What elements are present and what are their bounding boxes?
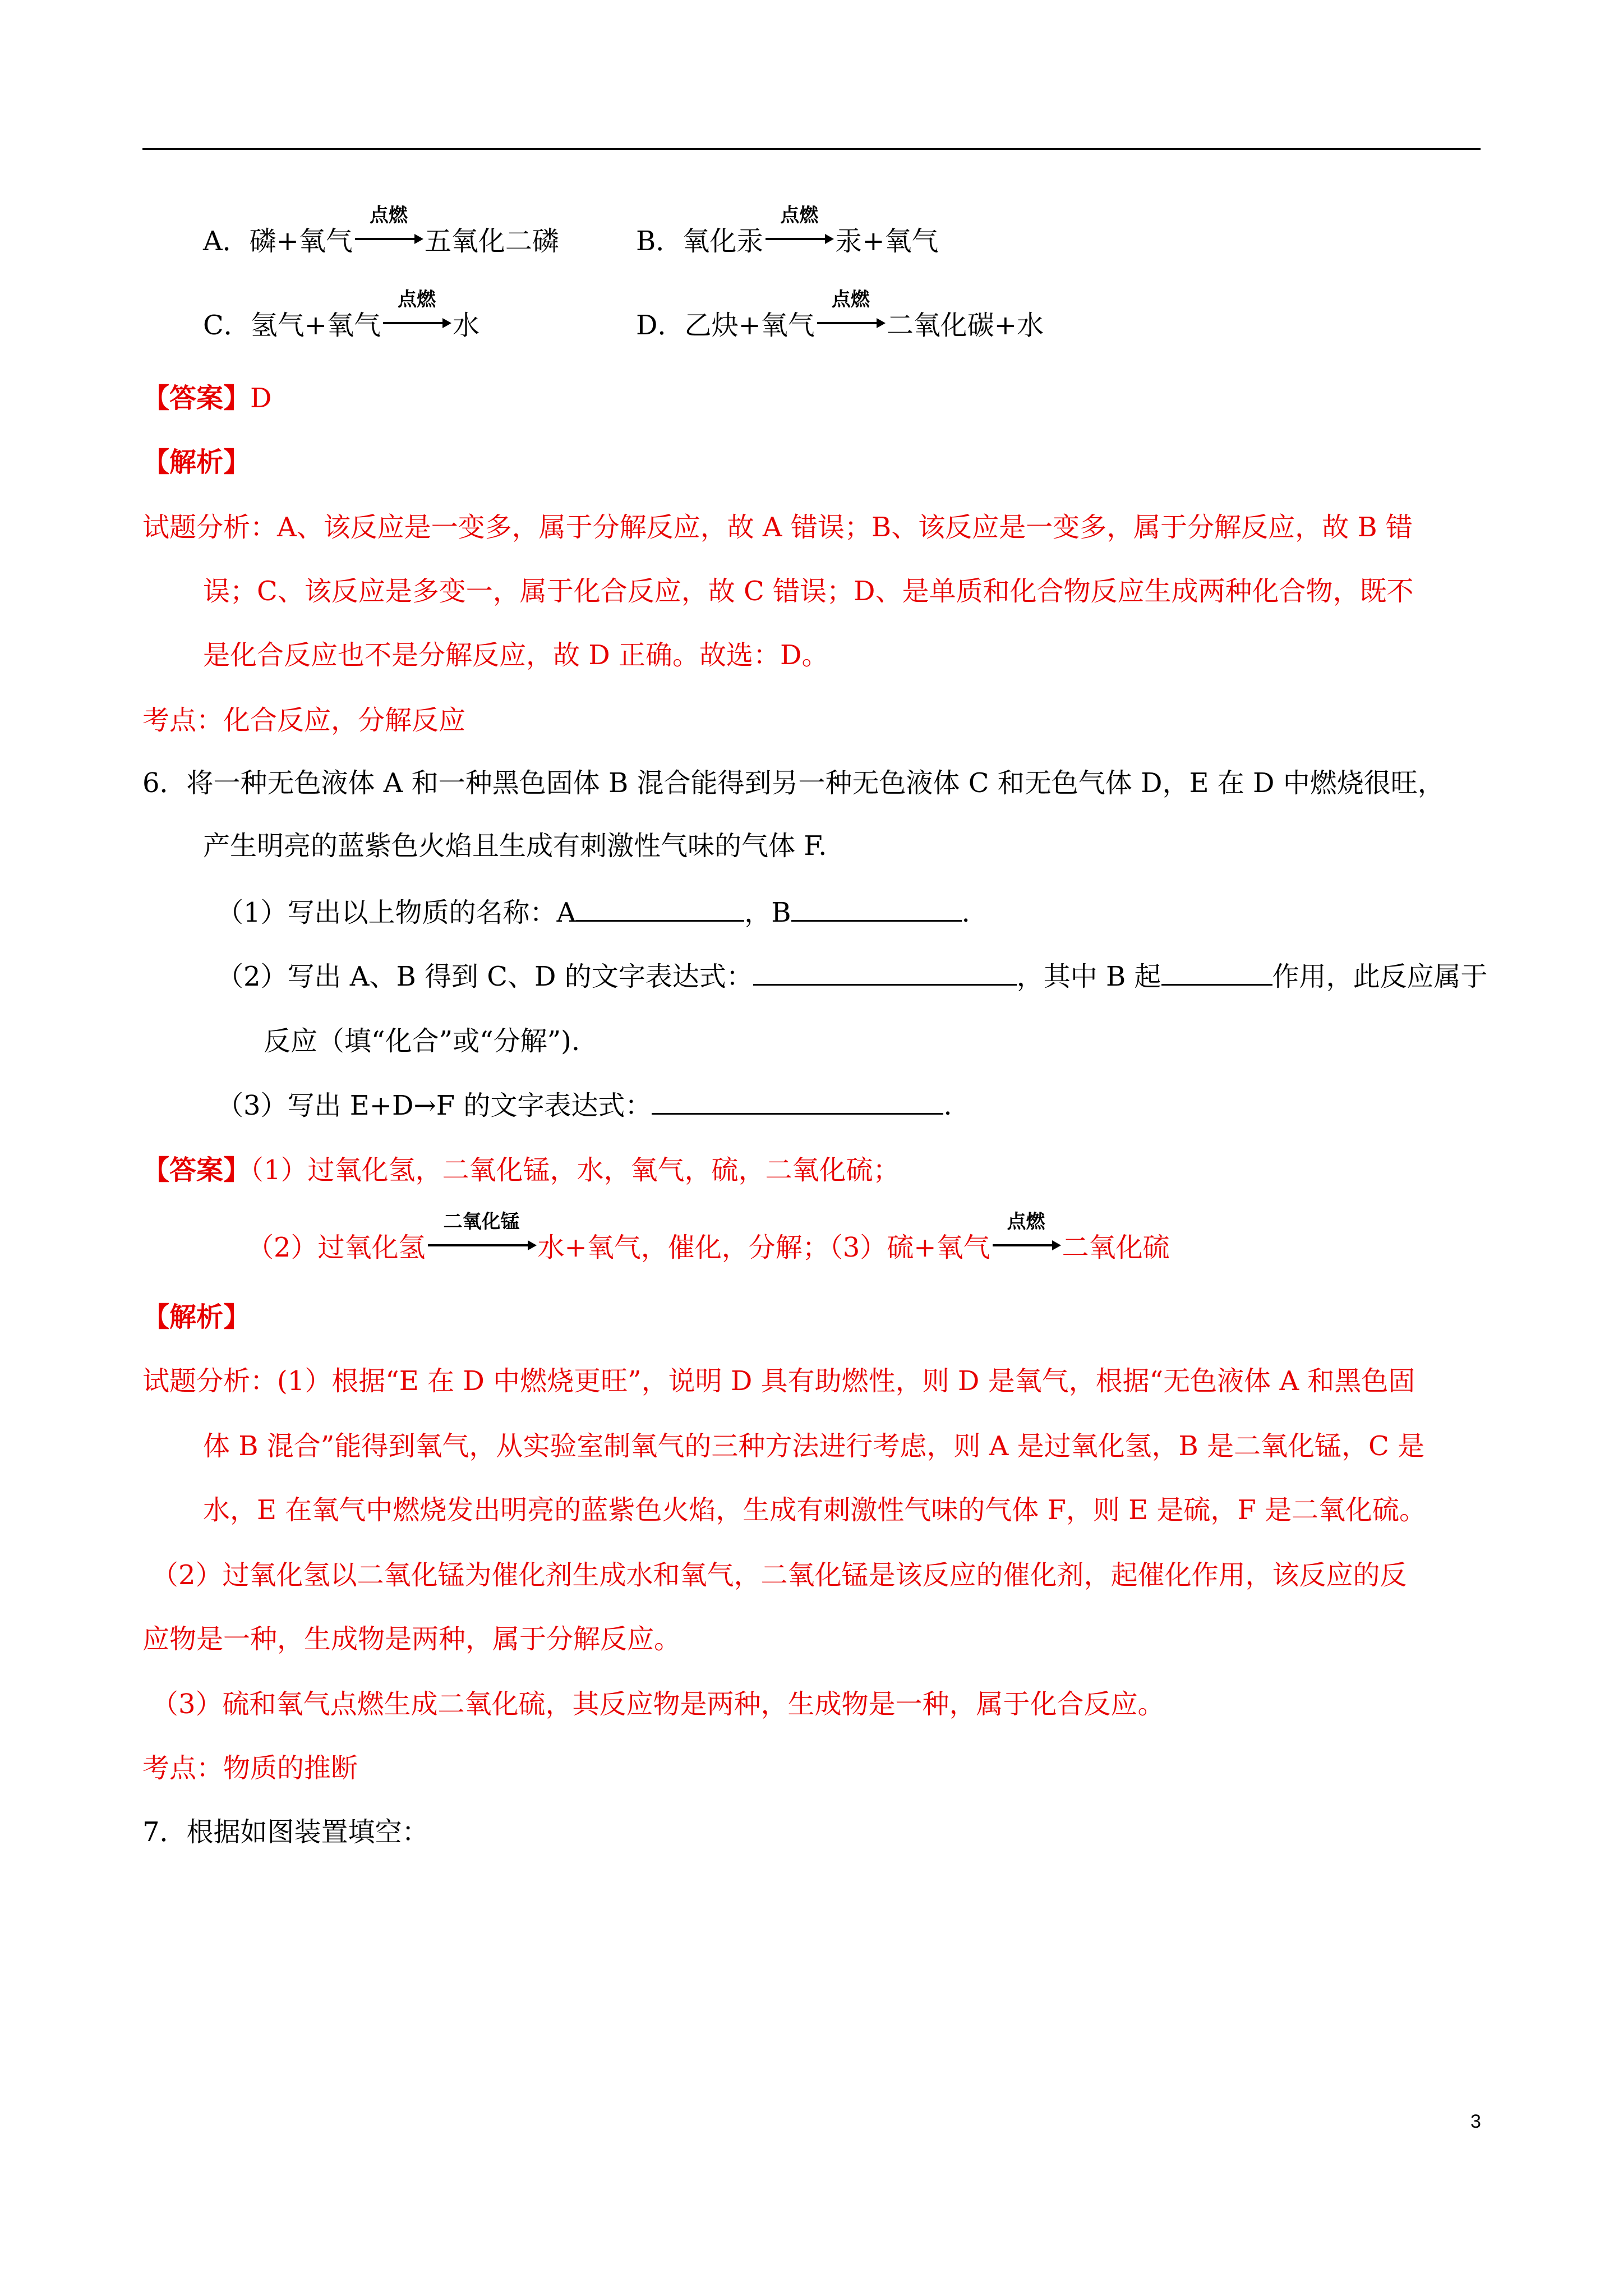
option-label: D． (636, 310, 685, 341)
reaction-condition: 点燃 (369, 204, 408, 227)
q6-answer-line1 (142, 1153, 900, 1187)
prompt-text: 作用，此反应属于 (1272, 961, 1488, 992)
answer-value: 水+氧气，催化，分解；（3）硫+氧气 (537, 1232, 990, 1263)
q6-part-3 (216, 1088, 952, 1122)
reaction-arrow (990, 1211, 1062, 1257)
q6-stem-line: 6．将一种无色液体 A 和一种黑色固体 B 混合能得到另一种无色液体 C 和无色气体 D，E 在 D 中燃烧很旺， (142, 767, 1445, 799)
answer-blank-b[interactable] (791, 895, 962, 922)
reaction-condition: 二氧化锰 (443, 1211, 520, 1233)
reactants: 氧化汞 (683, 226, 764, 257)
answer-value: D (250, 383, 272, 414)
reaction-arrow (353, 204, 425, 250)
q6-part-1 (216, 895, 970, 930)
q6-analysis-line: 体 B 混合”能得到氧气，从实验室制氧气的三种方法进行考虑，则 A 是过氧化氢，B 是二氧化锰，C 是 (203, 1430, 1425, 1462)
answer-blank-expression[interactable] (652, 1088, 943, 1115)
header-rule (142, 148, 1481, 150)
option-label: A． (203, 226, 250, 257)
reaction-arrow (426, 1211, 538, 1257)
q6-part-2-line2: 反应（填“化合”或“分解”). (264, 1025, 580, 1057)
q5-analysis-tag: 【解析】 (142, 447, 251, 478)
reactants: 氢气+氧气 (250, 310, 381, 341)
q5-analysis-line: 误；C、该反应是多变一，属于化合反应，故 C 错误；D、是单质和化合物反应生成两种化合物，既不 (203, 576, 1414, 607)
products: 汞+氧气 (835, 226, 939, 257)
option-d (636, 288, 1044, 342)
prompt-text: （2）写出 A、B 得到 C、D 的文字表达式： (216, 961, 753, 992)
q6-analysis-line: （2）过氧化氢以二氧化锰为催化剂生成水和氧气，二氧化锰是该反应的催化剂，起催化作用，该反应的反 (151, 1559, 1407, 1591)
q6-analysis-line: 水，E 在氧气中燃烧发出明亮的蓝紫色火焰，生成有刺激性气味的气体 F，则 E 是硫，F 是二氧化硫。 (203, 1494, 1426, 1526)
q7-stem: 7．根据如图装置填空： (142, 1816, 429, 1848)
option-a (203, 204, 559, 258)
q6-point: 考点：物质的推断 (142, 1752, 358, 1784)
option-b (636, 204, 939, 258)
prompt-text: . (943, 1090, 952, 1121)
answer-value: （2）过氧化氢 (247, 1232, 426, 1263)
q6-analysis-line: 应物是一种，生成物是两种，属于分解反应。 (142, 1623, 681, 1655)
answer-blank-role[interactable] (1161, 959, 1272, 986)
q5-analysis-line: 试题分析：A、该反应是一变多，属于分解反应，故 A 错误；B、该反应是一变多，属于分解反应，故 B 错 (142, 512, 1413, 543)
q5-point: 考点：化合反应，分解反应 (142, 705, 466, 736)
prompt-text: （1）写出以上物质的名称：A (216, 897, 577, 928)
answer-tag: 【答案】 (142, 383, 251, 414)
products: 二氧化碳+水 (886, 310, 1044, 341)
q5-answer (142, 381, 272, 415)
reaction-arrow (815, 288, 887, 334)
q6-stem-line: 产生明亮的蓝紫色火焰且生成有刺激性气味的气体 F. (203, 830, 827, 862)
reactants: 磷+氧气 (249, 226, 353, 257)
prompt-text: ，B (744, 897, 791, 928)
page-number: 3 (1470, 2111, 1481, 2132)
answer-value: （1）过氧化氢，二氧化锰，水，氧气，硫，二氧化硫； (250, 1154, 900, 1186)
q6-analysis-tag: 【解析】 (142, 1301, 251, 1333)
products: 水 (452, 310, 479, 341)
answer-blank-expression[interactable] (753, 959, 1017, 986)
q6-answer-line2 (247, 1211, 1170, 1264)
q6-analysis-line: （3）硫和氧气点燃生成二氧化硫，其反应物是两种，生成物是一种，属于化合反应。 (151, 1688, 1165, 1720)
reaction-condition: 点燃 (1007, 1211, 1045, 1233)
q5-analysis-line: 是化合反应也不是分解反应，故 D 正确。故选：D。 (203, 639, 829, 671)
reaction-arrow (763, 204, 835, 250)
option-c (203, 288, 479, 342)
option-label: B． (636, 226, 683, 257)
reaction-condition: 点燃 (780, 204, 819, 227)
prompt-text: ，其中 B 起 (1016, 961, 1161, 992)
reaction-condition: 点燃 (831, 288, 870, 311)
prompt-text: . (961, 897, 970, 928)
answer-blank-a[interactable] (576, 895, 744, 922)
prompt-text: （3）写出 E+D→F 的文字表达式： (216, 1090, 652, 1121)
reaction-condition: 点燃 (397, 288, 436, 311)
reaction-arrow (381, 288, 453, 334)
q6-part-2 (216, 959, 1488, 993)
reactants: 乙炔+氧气 (684, 310, 815, 341)
products: 五氧化二磷 (424, 226, 559, 257)
q6-analysis-line: 试题分析：(1）根据“E 在 D 中燃烧更旺”，说明 D 具有助燃性，则 D 是氧气，根据“无色液体 A 和黑色固 (142, 1365, 1415, 1397)
option-label: C． (203, 310, 251, 341)
answer-value: 二氧化硫 (1062, 1232, 1170, 1263)
answer-tag: 【答案】 (142, 1154, 251, 1186)
